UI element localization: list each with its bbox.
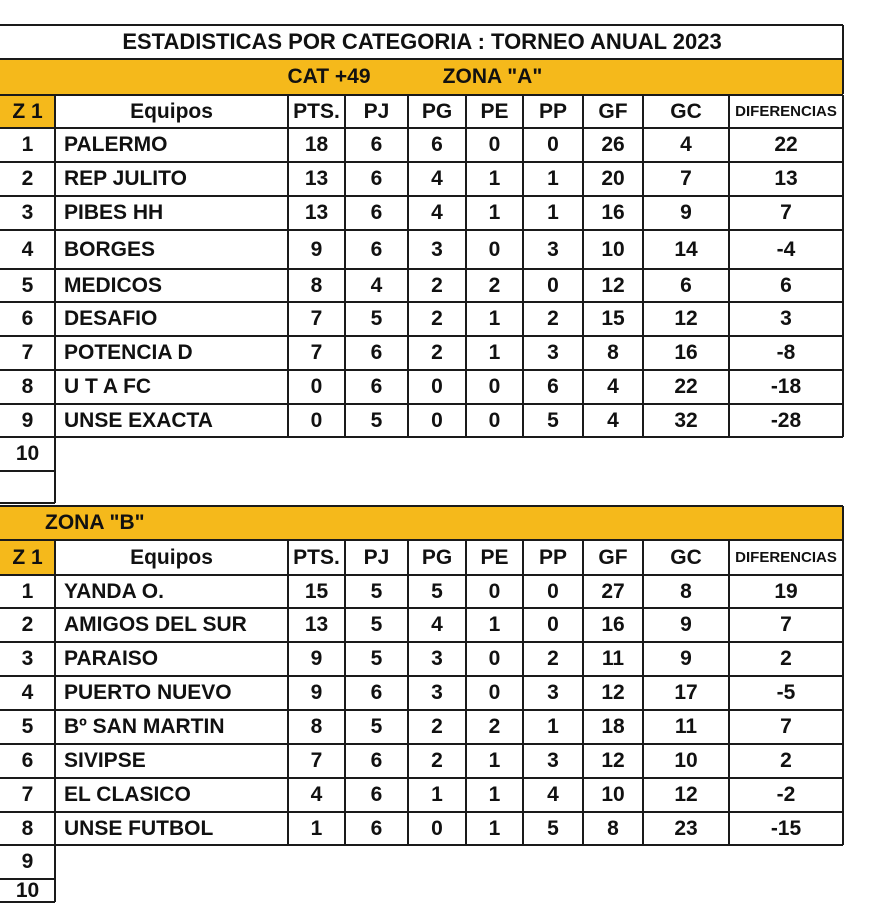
table-cell-won: 3	[431, 681, 443, 704]
table-cell-goals-for: 16	[601, 201, 625, 224]
page-title: ESTADISTICAS POR CATEGORIA : TORNEO ANUAL 2023	[122, 29, 722, 54]
table-cell-goals-against: 8	[680, 579, 692, 603]
grid-line	[0, 58, 843, 60]
table-cell-position: 7	[21, 783, 34, 806]
table-cell-position: 8	[21, 816, 34, 840]
table-cell-goals-against: 23	[674, 816, 698, 840]
zone-b-label: ZONA "B"	[45, 511, 145, 534]
table-cell-difference: -18	[770, 375, 802, 398]
table-cell-drawn: 0	[488, 237, 501, 261]
table-cell-lost: 4	[547, 783, 559, 806]
table-cell-difference: -4	[776, 237, 796, 261]
column-header-won: PG	[421, 99, 453, 123]
table-cell-goals-for: 20	[601, 167, 625, 190]
table-cell-won: 0	[431, 375, 443, 398]
table-cell-won: 0	[431, 408, 443, 432]
table-cell-position: 3	[21, 647, 34, 670]
table-cell-drawn: 1	[488, 307, 501, 330]
grid-line	[54, 95, 56, 503]
table-cell-goals-for: 12	[601, 681, 625, 704]
table-cell-played: 6	[370, 341, 383, 364]
table-cell-goals-against: 32	[674, 408, 698, 432]
table-cell-lost: 0	[547, 133, 559, 156]
grid-line	[0, 675, 843, 677]
table-cell-drawn: 1	[488, 167, 501, 190]
table-cell-goals-for: 26	[601, 133, 625, 156]
grid-line	[465, 540, 467, 845]
grid-line	[0, 229, 843, 231]
grid-line	[0, 195, 843, 197]
table-cell-points: 13	[304, 167, 329, 190]
table-cell-won: 4	[431, 613, 443, 636]
table-cell-difference: 7	[780, 201, 792, 224]
table-cell-drawn: 1	[488, 749, 501, 772]
table-cell-goals-for: 15	[601, 307, 625, 330]
table-cell-lost: 2	[547, 307, 559, 330]
grid-line	[0, 502, 55, 504]
category-banner	[0, 59, 843, 94]
table-cell-won: 2	[431, 307, 443, 330]
table-cell-won: 4	[431, 167, 443, 190]
table-cell-difference: 2	[780, 647, 792, 670]
table-cell-team: REP JULITO	[64, 167, 187, 190]
table-cell-played: 5	[370, 579, 383, 603]
column-header-lost: PP	[538, 545, 567, 569]
table-cell-goals-for: 4	[607, 375, 619, 398]
table-cell-team: UNSE EXACTA	[64, 408, 213, 432]
table-cell-goals-against: 9	[680, 201, 692, 224]
column-header-goals-for: GF	[598, 99, 628, 123]
table-cell-difference: -8	[776, 341, 796, 364]
table-cell-goals-against: 9	[680, 647, 692, 670]
grid-line	[582, 540, 584, 845]
column-header-position: Z 1	[0, 540, 55, 575]
table-cell-team: UNSE FUTBOL	[64, 816, 214, 840]
table-cell-goals-for: 11	[601, 647, 625, 670]
grid-line	[842, 506, 844, 540]
table-cell-won: 2	[431, 749, 443, 772]
table-cell-drawn: 0	[488, 375, 501, 398]
table-cell-drawn: 0	[488, 579, 501, 603]
column-header-drawn: PE	[480, 99, 509, 123]
table-cell-goals-against: 9	[680, 613, 692, 636]
table-cell-goals-for: 10	[601, 237, 625, 261]
table-cell-team: Bº SAN MARTIN	[64, 715, 225, 738]
table-cell-played: 6	[370, 816, 383, 840]
table-cell-position: 7	[21, 341, 34, 364]
table-cell-team: SIVIPSE	[64, 749, 146, 772]
table-cell-played: 5	[370, 715, 383, 738]
table-cell-won: 3	[431, 237, 443, 261]
grid-line	[0, 268, 843, 270]
table-cell-lost: 0	[547, 613, 559, 636]
table-cell-lost: 6	[547, 375, 559, 398]
table-cell-difference: 19	[774, 579, 798, 603]
table-cell-played: 5	[370, 613, 383, 636]
table-cell-position: 2	[21, 613, 34, 636]
table-cell-difference: 7	[780, 613, 792, 636]
table-cell-position: 1	[21, 133, 34, 156]
table-cell-goals-for: 12	[601, 749, 625, 772]
table-cell-drawn: 1	[488, 341, 501, 364]
table-cell-position: 2	[21, 167, 34, 190]
table-cell-team: AMIGOS DEL SUR	[64, 613, 247, 636]
table-cell-team: PIBES HH	[64, 201, 164, 224]
grid-line	[842, 25, 844, 94]
grid-line	[522, 95, 524, 437]
grid-line	[0, 403, 843, 405]
table-cell-goals-for: 18	[601, 715, 625, 738]
column-header-position: Z 1	[0, 95, 55, 128]
grid-line	[0, 335, 843, 337]
table-cell-lost: 3	[547, 749, 559, 772]
grid-line	[0, 94, 843, 96]
table-cell-played: 6	[370, 201, 383, 224]
table-cell-difference: 3	[780, 307, 792, 330]
table-cell-points: 7	[310, 307, 323, 330]
grid-line	[0, 878, 55, 880]
table-cell-position: 6	[21, 749, 34, 772]
grid-line	[0, 641, 843, 643]
table-cell-team: YANDA O.	[64, 579, 164, 603]
table-cell-difference: -5	[776, 681, 796, 704]
column-header-points: PTS.	[293, 99, 340, 123]
grid-line	[0, 470, 55, 472]
column-header-goals-against: GC	[670, 99, 702, 123]
grid-line	[407, 95, 409, 437]
table-cell-position: 5	[21, 715, 34, 738]
column-header-played: PJ	[363, 99, 390, 123]
table-cell-difference: -2	[776, 783, 796, 806]
table-cell-lost: 0	[547, 273, 559, 297]
grid-line	[0, 743, 843, 745]
grid-line	[642, 540, 644, 845]
table-cell-drawn: 1	[488, 783, 501, 806]
table-cell-drawn: 0	[488, 681, 501, 704]
table-cell-points: 7	[310, 341, 323, 364]
table-cell-goals-for: 8	[607, 341, 619, 364]
table-cell-played: 6	[370, 681, 383, 704]
table-cell-points: 4	[310, 783, 323, 806]
grid-line	[728, 95, 730, 437]
table-cell-position: 4	[21, 237, 34, 261]
table-cell-points: 13	[304, 613, 329, 636]
table-cell-lost: 5	[547, 816, 559, 840]
table-cell-drawn: 0	[488, 647, 501, 670]
table-cell-lost: 5	[547, 408, 559, 432]
table-cell-position: 5	[21, 273, 34, 297]
grid-line	[0, 844, 843, 846]
grid-line	[344, 95, 346, 437]
table-cell-goals-against: 16	[674, 341, 698, 364]
table-cell-goals-for: 10	[601, 783, 625, 806]
table-cell-goals-against: 6	[680, 273, 692, 297]
grid-line	[0, 24, 843, 26]
column-header-team: Equipos	[130, 545, 213, 569]
table-cell-goals-for: 27	[601, 579, 625, 603]
table-cell-goals-for: 16	[601, 613, 625, 636]
grid-line	[287, 95, 289, 437]
grid-line	[0, 161, 843, 163]
table-cell-drawn: 0	[488, 133, 501, 156]
empty-row-position: 9	[21, 850, 34, 873]
table-cell-won: 5	[431, 579, 443, 603]
grid-line	[0, 777, 843, 779]
table-cell-goals-against: 17	[674, 681, 698, 704]
table-cell-won: 1	[431, 783, 443, 806]
table-cell-played: 5	[370, 408, 383, 432]
grid-line	[0, 369, 843, 371]
grid-line	[0, 709, 843, 711]
table-cell-goals-against: 12	[674, 307, 698, 330]
table-cell-played: 5	[370, 307, 383, 330]
table-cell-points: 15	[304, 579, 329, 603]
grid-line	[728, 540, 730, 845]
table-cell-team: MEDICOS	[64, 273, 163, 297]
table-cell-lost: 3	[547, 237, 559, 261]
column-header-points: PTS.	[293, 545, 340, 569]
table-cell-drawn: 1	[488, 613, 501, 636]
table-cell-team: POTENCIA D	[64, 341, 193, 364]
table-cell-difference: -28	[770, 408, 802, 432]
grid-line	[407, 540, 409, 845]
table-cell-points: 18	[304, 133, 329, 156]
table-cell-won: 3	[431, 647, 443, 670]
table-cell-drawn: 1	[488, 201, 501, 224]
table-cell-won: 2	[431, 715, 443, 738]
column-header-goals-for: GF	[598, 545, 628, 569]
table-cell-won: 0	[431, 816, 443, 840]
table-cell-goals-against: 7	[680, 167, 692, 190]
table-cell-position: 4	[21, 681, 34, 704]
table-cell-goals-against: 10	[674, 749, 698, 772]
table-cell-points: 0	[310, 408, 323, 432]
table-cell-goals-against: 4	[680, 133, 692, 156]
grid-line	[582, 95, 584, 437]
table-cell-difference: 13	[774, 167, 798, 190]
table-cell-played: 6	[370, 749, 383, 772]
table-cell-won: 2	[431, 273, 443, 297]
table-cell-played: 5	[370, 647, 383, 670]
table-cell-goals-against: 12	[674, 783, 698, 806]
table-cell-drawn: 1	[488, 816, 501, 840]
category-label: CAT +49	[287, 64, 371, 88]
table-cell-points: 0	[310, 375, 323, 398]
table-cell-lost: 2	[547, 647, 559, 670]
grid-line	[465, 95, 467, 437]
empty-row-position: 10	[15, 442, 40, 465]
zone-a-label: ZONA "A"	[442, 64, 543, 88]
table-cell-points: 8	[310, 715, 323, 738]
grid-line	[0, 127, 843, 129]
table-cell-goals-against: 22	[674, 375, 698, 398]
grid-line	[522, 540, 524, 845]
column-header-team: Equipos	[130, 99, 213, 123]
table-cell-points: 9	[310, 681, 323, 704]
table-cell-lost: 1	[547, 201, 559, 224]
column-header-difference: DIFERENCIAS	[735, 103, 837, 120]
table-cell-drawn: 2	[488, 273, 501, 297]
grid-line	[0, 301, 843, 303]
table-cell-drawn: 2	[488, 715, 501, 738]
table-cell-difference: 7	[780, 715, 792, 738]
grid-line	[0, 505, 843, 507]
table-cell-drawn: 0	[488, 408, 501, 432]
grid-line	[842, 95, 844, 437]
zone-b-banner	[0, 506, 843, 540]
column-header-won: PG	[421, 545, 453, 569]
grid-line	[642, 95, 644, 437]
grid-line	[0, 811, 843, 813]
table-cell-goals-for: 8	[607, 816, 619, 840]
table-cell-position: 3	[21, 201, 34, 224]
table-cell-won: 2	[431, 341, 443, 364]
table-cell-position: 8	[21, 375, 34, 398]
empty-row-position: 10	[15, 879, 40, 902]
grid-line	[0, 539, 843, 541]
table-cell-played: 6	[370, 133, 383, 156]
table-cell-lost: 1	[547, 715, 559, 738]
table-cell-points: 9	[310, 237, 323, 261]
grid-line	[0, 574, 843, 576]
table-cell-team: PARAISO	[64, 647, 159, 670]
table-cell-goals-for: 12	[601, 273, 625, 297]
table-cell-position: 9	[21, 408, 34, 432]
table-cell-played: 6	[370, 375, 383, 398]
table-cell-goals-for: 4	[607, 408, 619, 432]
table-cell-played: 6	[370, 167, 383, 190]
table-cell-points: 13	[304, 201, 329, 224]
table-cell-played: 6	[370, 783, 383, 806]
grid-line	[0, 436, 843, 438]
column-header-drawn: PE	[480, 545, 509, 569]
table-cell-team: PUERTO NUEVO	[64, 681, 232, 704]
table-cell-lost: 3	[547, 341, 559, 364]
table-cell-played: 4	[370, 273, 383, 297]
table-cell-played: 6	[370, 237, 383, 261]
grid-line	[287, 540, 289, 845]
table-cell-won: 6	[431, 133, 443, 156]
grid-line	[842, 540, 844, 845]
table-cell-difference: 2	[780, 749, 792, 772]
table-cell-difference: 6	[780, 273, 792, 297]
table-cell-goals-against: 11	[674, 715, 698, 738]
table-cell-goals-against: 14	[674, 237, 698, 261]
table-cell-team: U T A FC	[64, 375, 152, 398]
table-cell-points: 8	[310, 273, 323, 297]
column-header-goals-against: GC	[670, 545, 702, 569]
table-cell-team: PALERMO	[64, 133, 168, 156]
grid-line	[0, 607, 843, 609]
column-header-played: PJ	[363, 545, 390, 569]
table-cell-lost: 1	[547, 167, 559, 190]
column-header-difference: DIFERENCIAS	[735, 549, 837, 566]
table-cell-team: BORGES	[64, 237, 156, 261]
table-cell-team: DESAFIO	[64, 307, 158, 330]
table-cell-position: 6	[21, 307, 34, 330]
table-cell-lost: 3	[547, 681, 559, 704]
table-cell-lost: 0	[547, 579, 559, 603]
table-cell-team: EL CLASICO	[64, 783, 191, 806]
table-cell-points: 7	[310, 749, 323, 772]
table-cell-points: 1	[310, 816, 323, 840]
table-cell-won: 4	[431, 201, 443, 224]
column-header-lost: PP	[538, 99, 567, 123]
grid-line	[54, 540, 56, 902]
table-cell-position: 1	[21, 579, 34, 603]
grid-line	[344, 540, 346, 845]
table-cell-points: 9	[310, 647, 323, 670]
table-cell-difference: -15	[770, 816, 802, 840]
table-cell-difference: 22	[774, 133, 798, 156]
